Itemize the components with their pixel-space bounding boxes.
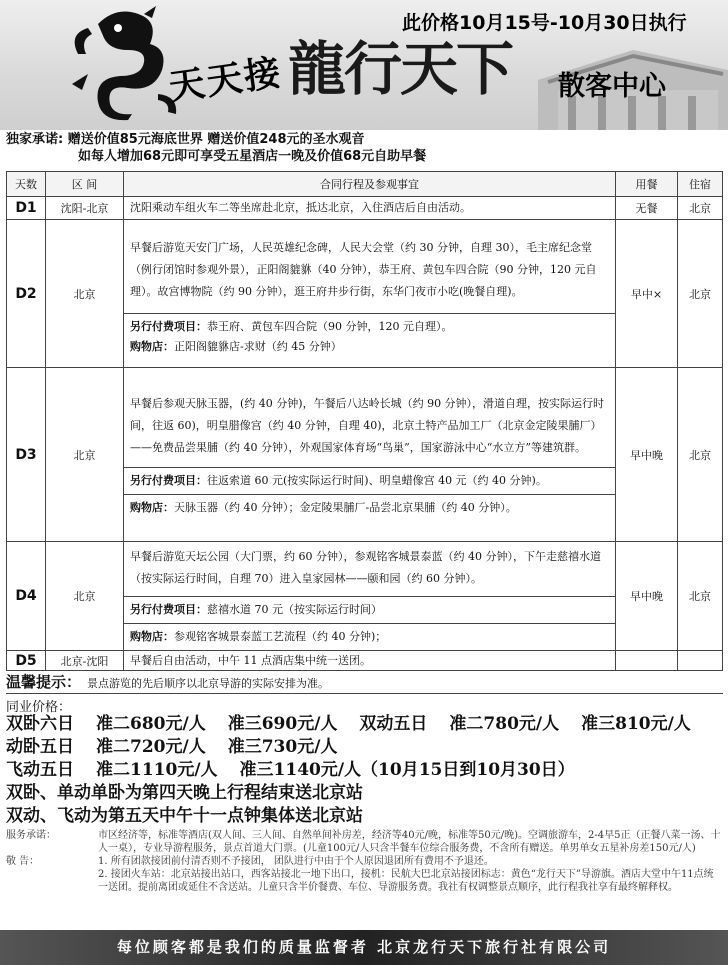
shop-label: 购物店： <box>130 500 174 514</box>
price-item: 双卧六日 <box>6 714 74 734</box>
price-line-4: 双卧、单动单卧为第四天晚上行程结束送北京站 <box>6 783 363 803</box>
price-item: 准二720元/人 <box>96 737 206 757</box>
meal-cell: 无餐 <box>616 197 678 220</box>
price-item: 准三730元/人 <box>227 737 338 757</box>
notice-row <box>6 855 723 868</box>
slogan-small: 天天接 <box>165 51 285 109</box>
footer-banner: 每位顾客都是我们的质量监督者 北京龙行天下旅行社有限公司 <box>0 930 728 965</box>
promise-label: 独家承诺: <box>6 132 64 147</box>
extra-fee-row <box>124 467 615 494</box>
table-header-row <box>7 172 723 197</box>
notice-item-2: 2. 接团火车站：北京站接出站口，西客站接北一地下出口，接机：民航大巴北京站接团标志：黄色“龙行天下”导游旗。酒店大堂中午11点统一送团。提前离团或延住不含送站。儿童只含半价餐费、车位、导游服务费。我社有权调整景点顺序，此行程我社享有最终解释权。 <box>98 869 714 893</box>
area-cell: 北京-沈阳 <box>46 651 124 671</box>
header-stay: 住宿 <box>678 172 723 197</box>
price-line-2 <box>6 736 691 759</box>
meal-cell: 早中× <box>616 220 678 368</box>
table-row <box>7 220 723 368</box>
extra-fee-text: 慈禧水道 70 元（按实际运行时间） <box>207 603 382 616</box>
shop-text: 正阳阁貔貅店-求财（约 45 分钟） <box>174 340 342 353</box>
price-list <box>6 713 691 828</box>
day-cell: D3 <box>7 368 46 542</box>
itinerary-cell <box>124 542 616 651</box>
shop-text: 天脉玉器（约 40 分钟）；金定陵果脯厂-品尝北京果脯（约 40 分钟）。 <box>174 500 517 514</box>
day-cell: D1 <box>7 197 46 220</box>
shop-row <box>124 494 615 521</box>
day-cell: D5 <box>7 651 46 671</box>
shop-text: 参观铭客城景泰蓝工艺流程（约 40 分钟)； <box>174 630 387 643</box>
warm-tip <box>6 671 723 694</box>
service-text: 市区经济等，标准等酒店(双人间、三人间、自然单间补房差，经济等40元/晚，标准等50元/晚)。空调旅游车，2-4早5正（正餐八菜一汤、十人一桌），专业导游程服务，景点首道大门票。(儿童100元/人只含半餐车位综合服务费，不含所有赠送。单男单女五星补房差150元/人) <box>98 830 721 854</box>
price-validity: 此价格10月15号-10月30日执行 <box>402 12 687 34</box>
itinerary-text: 早餐后参观天脉玉器，(约 40 分钟)，午餐后八达岭长城（约 90 分钟），滑道自理，按实际运行时间，往返 60)，明皇腊像宫（约 40 分钟，自理 40)，北京土特产品加工厂（北京金定陵果脯厂）——免费品尝果脯（约 40 分钟），外观国家体育场“鸟巢”，国家游泳中心“水立方”等建筑群。 <box>130 396 605 454</box>
extra-fee-label: 另行付费项目： <box>130 603 207 616</box>
itinerary-text: 早餐后游览天坛公园（大门票，约 60 分钟），参观铭客城景泰蓝（约 40 分钟），下午走慈禧水道（按实际运行时间，自理 70）进入皇家园林——颐和园（约 60 分钟）。 <box>130 550 601 585</box>
itinerary-text: 早餐后游览天安门广场，人民英雄纪念碑，人民大会堂（约 30 分钟，自理 30），毛主席纪念堂（例行闭馆时参观外景），正阳阁貔貅（40 分钟），恭王府、黄包车四合院（90 分钟，120 元自理）。故宫博物院（约 90 分钟），逛王府井步行街，东华门夜市小吃(晚餐自理)。 <box>130 241 597 298</box>
table-row <box>7 368 723 542</box>
itinerary-cell <box>124 220 616 368</box>
exclusive-promise <box>6 131 426 165</box>
peer-price-label: 同业价格： <box>6 700 72 715</box>
itinerary-cell <box>124 368 616 542</box>
table-row <box>7 542 723 651</box>
promise-line-1: 赠送价值85元海底世界 赠送价值248元的圣水观音 <box>67 132 365 147</box>
price-line-3 <box>6 759 691 782</box>
price-item: 准三690元/人 <box>227 714 338 734</box>
header-banner <box>0 0 728 130</box>
price-item: 准三810元/人 <box>581 714 691 734</box>
price-item: 准二1110元/人 <box>96 760 218 780</box>
slogan-calligraphy: 龍行天下 <box>288 35 513 103</box>
header-itinerary: 合同行程及参观事宜 <box>124 172 616 197</box>
extra-fee-text: 恭王府、黄包车四合院（90 分钟，120 元自理）。 <box>207 320 453 333</box>
price-line-1 <box>6 713 691 736</box>
itinerary-cell <box>124 197 616 220</box>
table-row <box>7 197 723 220</box>
extra-fee-text: 往返索道 60 元(按实际运行时间)、明皇蜡像宫 40 元（约 40 分钟)。 <box>207 473 547 487</box>
stay-cell: 北京 <box>678 542 723 651</box>
notes-section <box>6 829 723 894</box>
itinerary-cell <box>124 651 616 671</box>
price-item: 准二780元/人 <box>449 714 560 734</box>
day-cell: D4 <box>7 542 46 651</box>
price-item: 动卧五日 <box>6 737 74 757</box>
notice-item-1: 1. 所有团款接团前付清否则不予接团， 团队进行中由于个人原因退团所有费用不予退还。 <box>98 856 494 867</box>
extra-fee-label: 另行付费项目： <box>130 473 207 487</box>
price-item: 准二680元/人 <box>96 714 206 734</box>
itinerary-text: 早餐后自由活动，中午 11 点酒店集中统一送团。 <box>130 653 371 667</box>
tourist-center-label: 散客中心 <box>558 71 666 102</box>
notice-row <box>6 868 723 894</box>
header-meal: 用餐 <box>616 172 678 197</box>
shop-label: 购物店： <box>130 630 174 643</box>
day-cell: D2 <box>7 220 46 368</box>
price-item: 双动五日 <box>359 714 428 734</box>
promise-line-2: 如每人增加68元即可享受五星酒店一晚及价值68元自助早餐 <box>78 149 427 164</box>
extra-fee-label: 另行付费项目： <box>130 320 207 333</box>
stay-cell <box>678 651 723 671</box>
area-cell: 北京 <box>46 542 124 651</box>
shop-label: 购物店： <box>130 340 174 353</box>
service-label: 服务承诺： <box>6 830 56 841</box>
header-day: 天数 <box>7 172 46 197</box>
tip-label: 温馨提示： <box>6 673 82 691</box>
itinerary-table <box>6 171 723 671</box>
meal-cell: 早中晚 <box>616 368 678 542</box>
header-area: 区 间 <box>46 172 124 197</box>
extra-fee-row <box>124 313 615 360</box>
notice-label: 敬 告： <box>6 856 40 867</box>
area-cell: 沈阳-北京 <box>46 197 124 220</box>
price-item: 飞动五日 <box>6 760 74 780</box>
area-cell: 北京 <box>46 220 124 368</box>
table-row <box>7 651 723 671</box>
itinerary-text: 沈阳乘动车组火车二等坐席赴北京，抵达北京，入住酒店后自由活动。 <box>130 201 471 214</box>
stay-cell: 北京 <box>678 220 723 368</box>
stay-cell: 北京 <box>678 368 723 542</box>
service-row <box>6 829 723 855</box>
stay-cell: 北京 <box>678 197 723 220</box>
area-cell: 北京 <box>46 368 124 542</box>
meal-cell: 早中晚 <box>616 542 678 651</box>
extra-fee-row <box>124 596 615 623</box>
price-item: 准三1140元/人（10月15日到10月30日） <box>239 760 575 780</box>
price-line-5: 双动、飞动为第五天中午十一点钟集体送北京站 <box>6 806 363 826</box>
tip-text: 景点游览的先后顺序以北京导游的实际安排为准。 <box>87 677 330 690</box>
shop-row <box>124 623 615 650</box>
meal-cell <box>616 651 678 671</box>
